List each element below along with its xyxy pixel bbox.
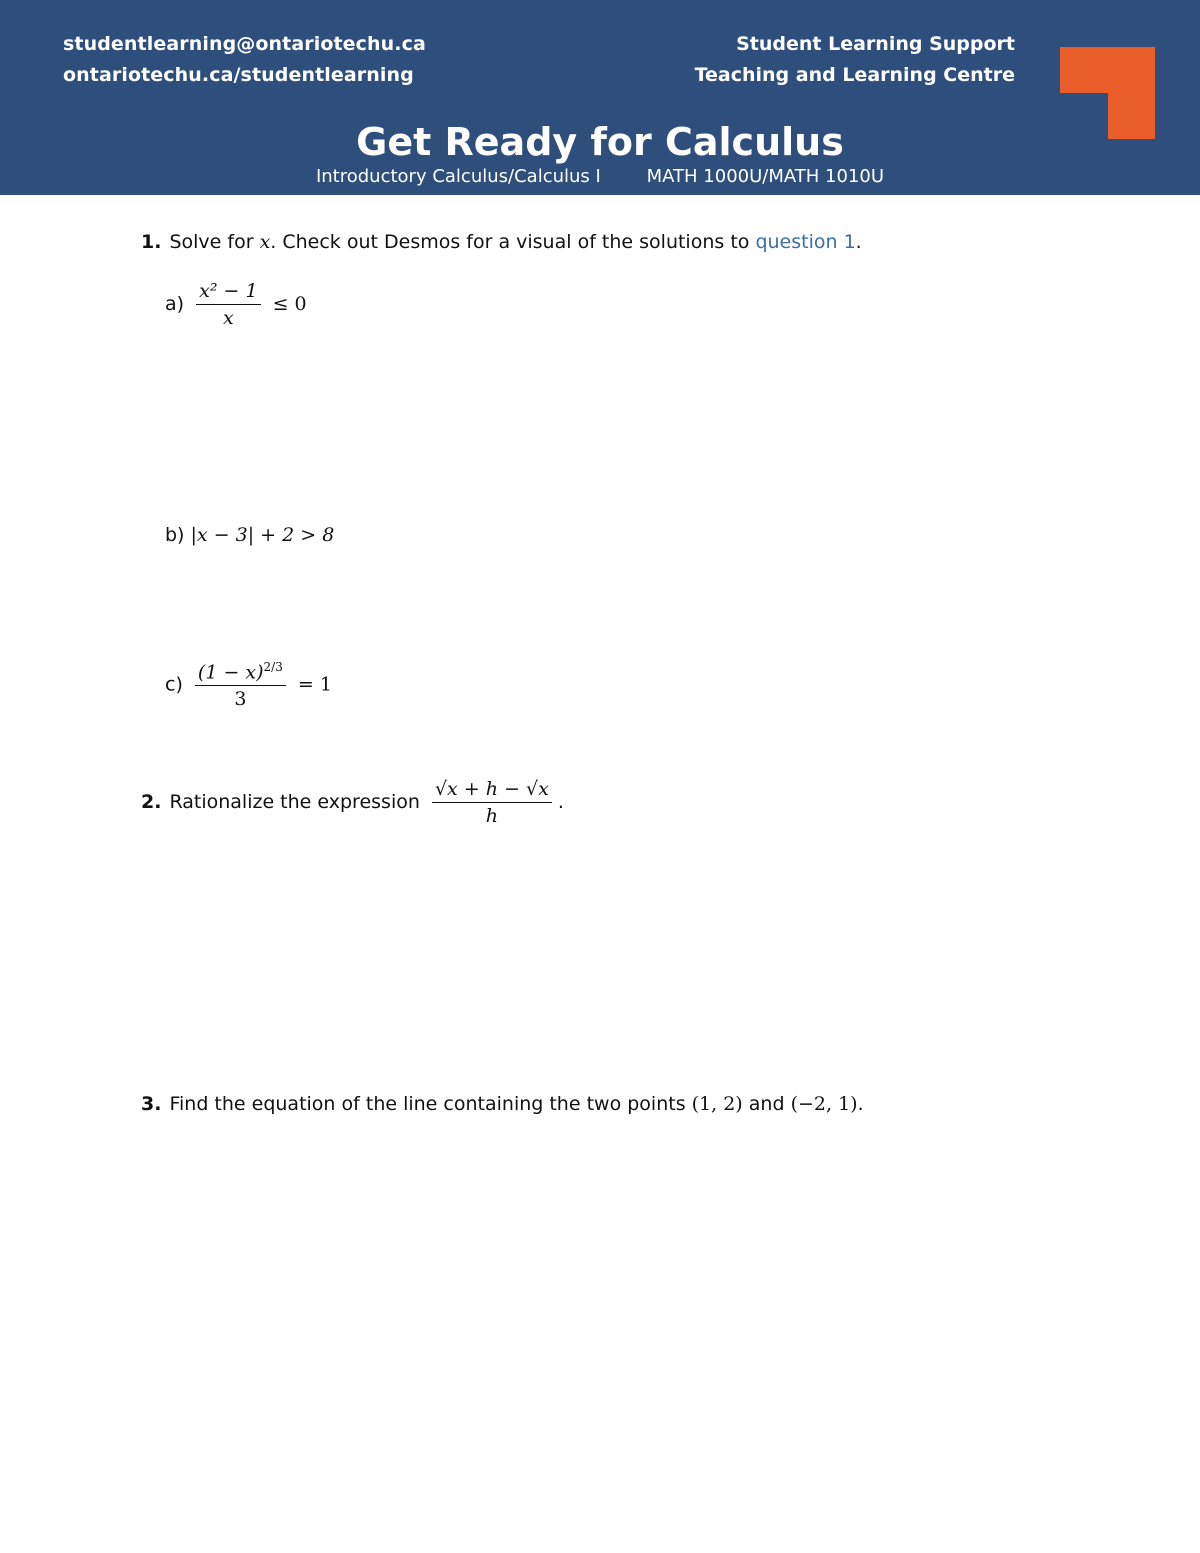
part-label: a) [165, 293, 185, 315]
conjunction: and [742, 1093, 791, 1115]
fraction [432, 778, 552, 827]
numerator: √x + h − √x [432, 778, 552, 803]
question-1b [165, 524, 334, 546]
question-1c [165, 660, 332, 710]
numerator [195, 660, 286, 686]
punctuation: . [557, 791, 564, 813]
question-text: Rationalize the expression [169, 791, 420, 813]
punctuation: . [855, 231, 862, 253]
part-label: b) [165, 524, 185, 546]
question-text: . Check out Desmos for a visual of the solutions to [270, 231, 756, 253]
question-3 [141, 1093, 864, 1115]
contact-website[interactable]: ontariotechu.ca/studentlearning [63, 64, 414, 86]
point-1: (1, 2) [691, 1093, 743, 1115]
fraction [195, 660, 286, 710]
question-2 [141, 778, 564, 827]
department-name: Student Learning Support [736, 33, 1015, 55]
page-subtitle: Introductory Calculus/Calculus I MATH 1000U/MATH 1010U [315, 166, 885, 187]
relation: = 1 [297, 673, 332, 696]
denominator: x [222, 307, 234, 329]
header-banner [0, 0, 1200, 195]
numerator: x² − 1 [196, 280, 260, 305]
contact-email[interactable]: studentlearning@ontariotechu.ca [63, 33, 426, 55]
expression: |x − 3| + 2 > 8 [190, 524, 335, 546]
question-number: 2. [141, 791, 162, 813]
fraction [196, 280, 260, 329]
question-1 [141, 231, 862, 253]
point-2: (−2, 1) [790, 1093, 858, 1115]
question-number: 1. [141, 231, 162, 253]
punctuation: . [857, 1093, 864, 1115]
question-number: 3. [141, 1093, 162, 1115]
variable: x [259, 231, 271, 253]
denominator: h [485, 805, 498, 827]
relation: ≤ 0 [272, 293, 307, 315]
page-title: Get Ready for Calculus [356, 120, 844, 164]
base: (1 − x) [197, 661, 264, 684]
question-text: Solve for [169, 231, 260, 253]
question-text: Find the equation of the line containing the two points [169, 1093, 692, 1115]
question-1a [165, 280, 307, 329]
exponent: 2/3 [263, 660, 283, 674]
question-link[interactable]: question 1 [755, 231, 856, 253]
part-label: c) [165, 673, 183, 696]
denominator: 3 [234, 688, 247, 711]
centre-name: Teaching and Learning Centre [694, 64, 1015, 86]
